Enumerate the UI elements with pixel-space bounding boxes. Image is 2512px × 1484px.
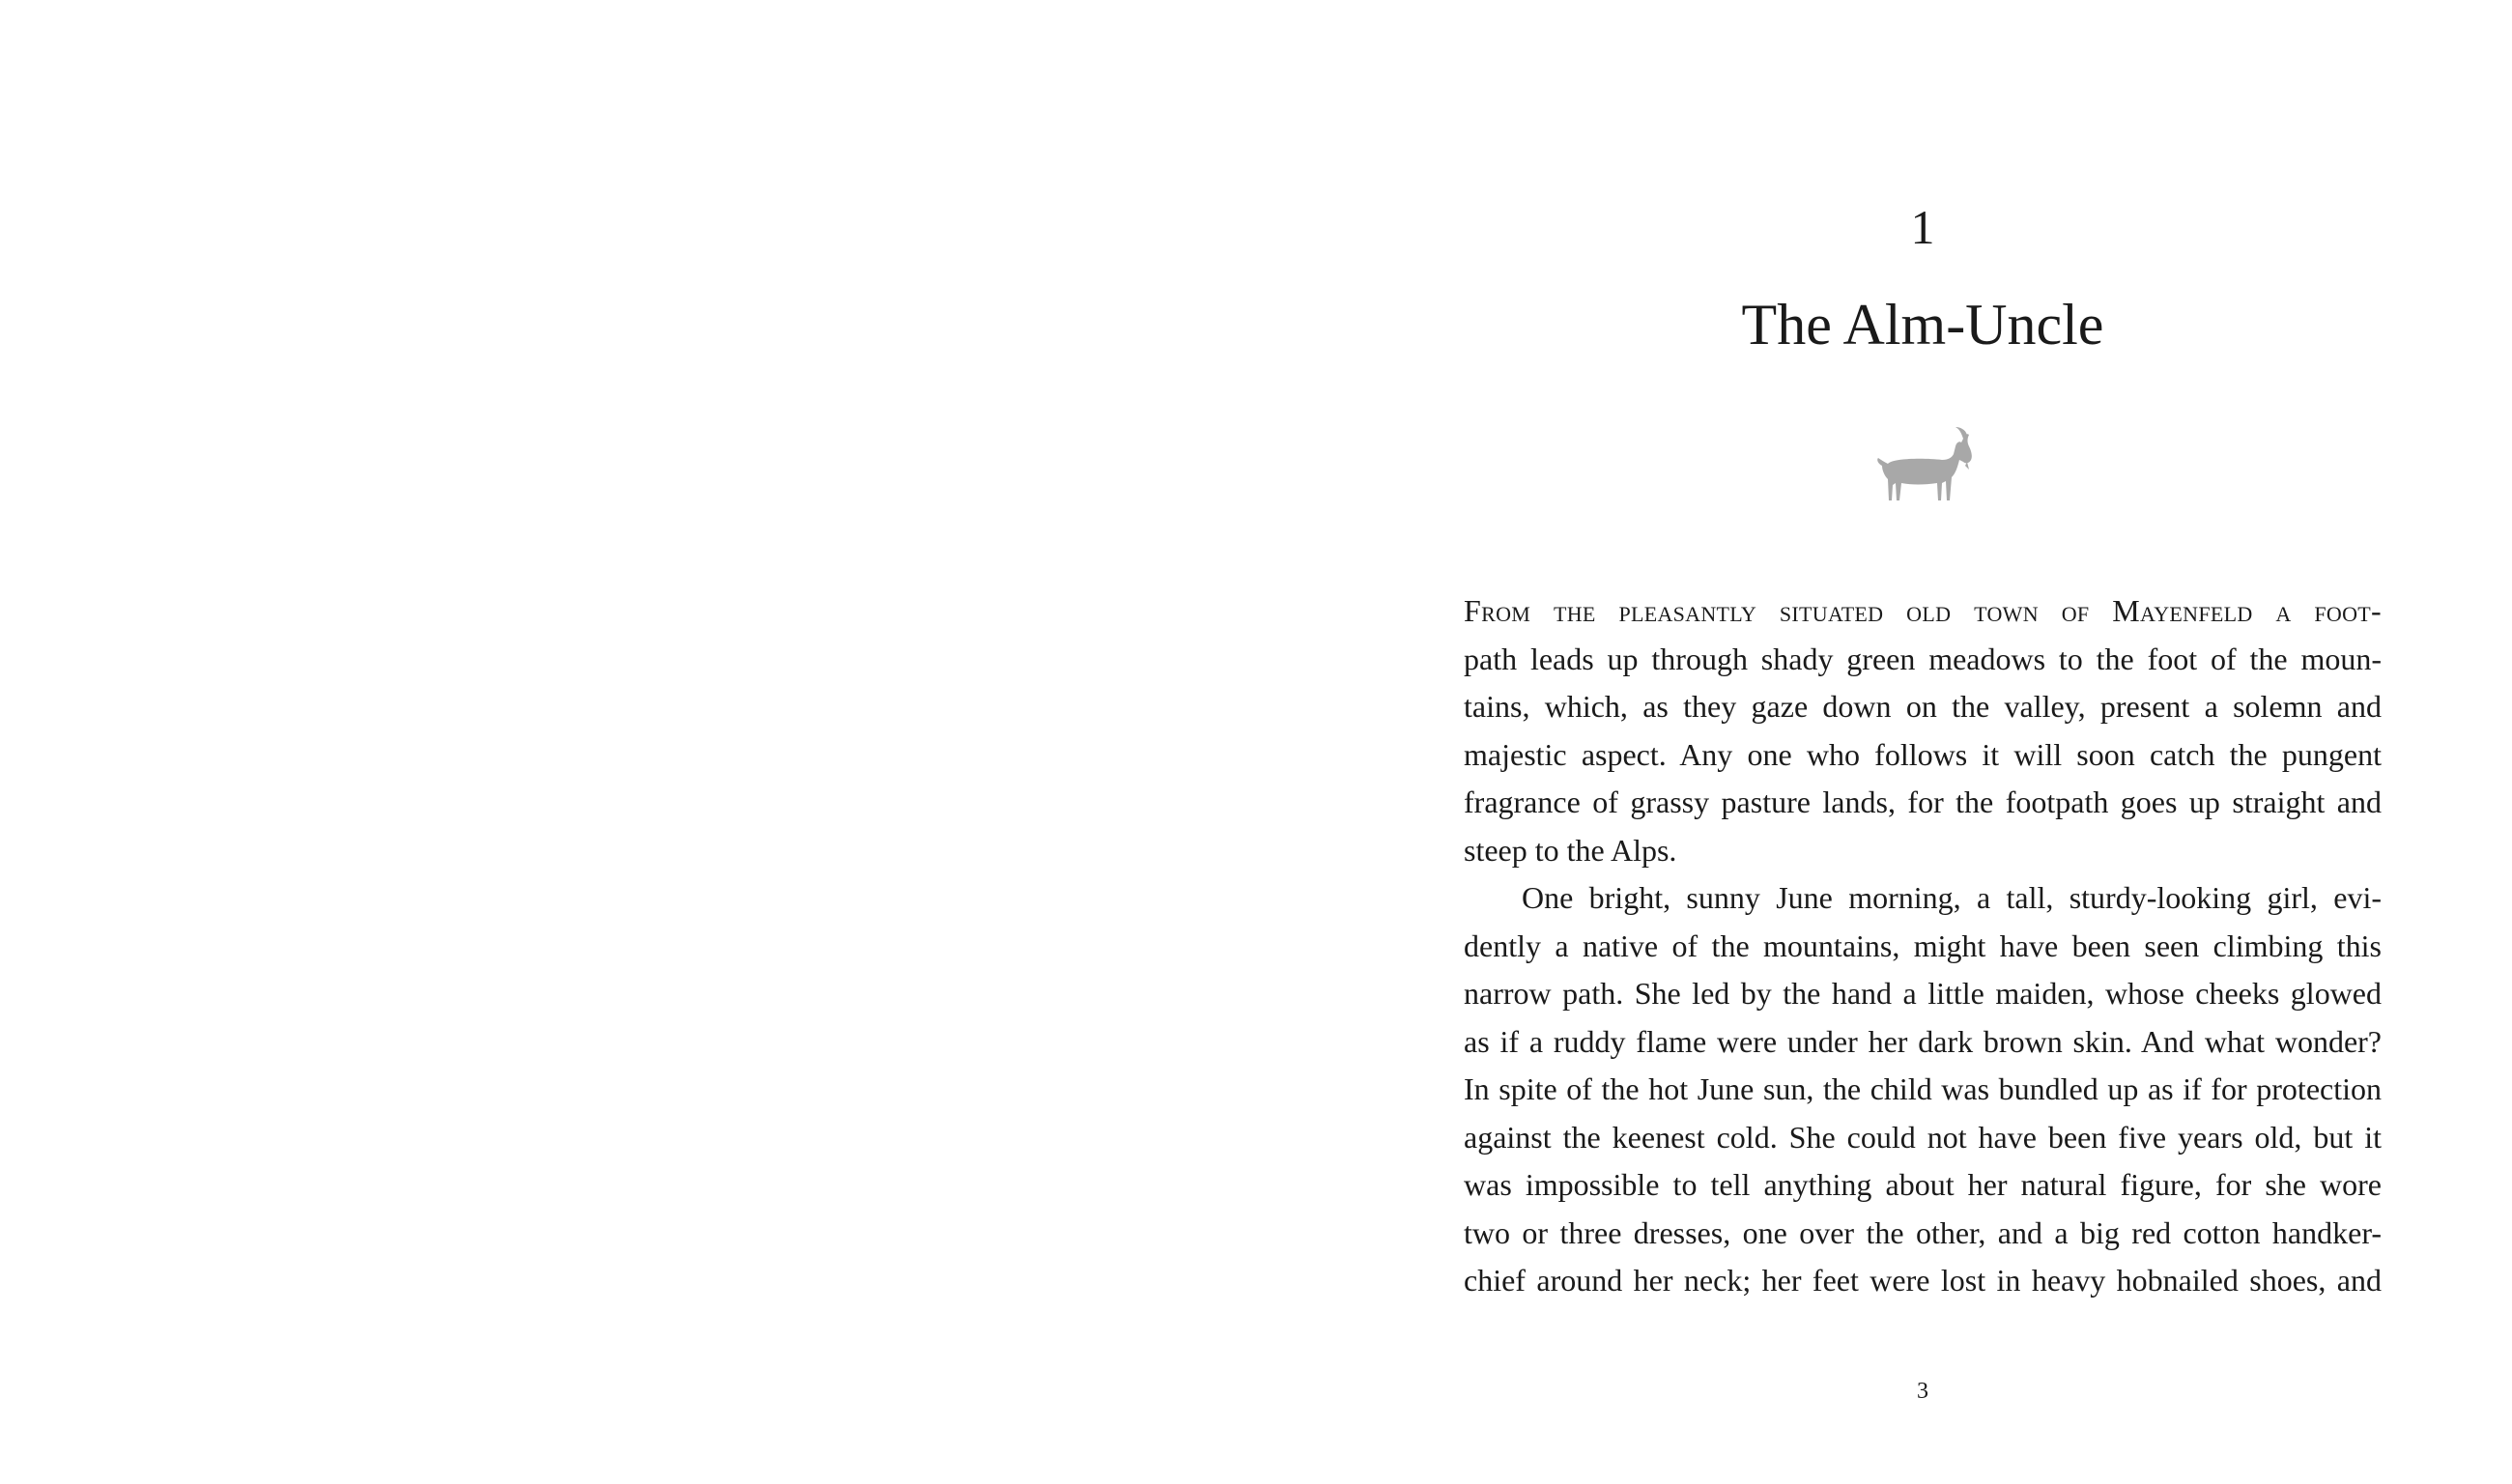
text-line: against the keenest cold. She could not have been five years old, but it	[1464, 1119, 2382, 1155]
text-line: as if a ruddy flame were under her dark brown skin. And what wonder?	[1464, 1023, 2382, 1059]
text-line: majestic aspect. Any one who follows it will soon catch the pungent	[1464, 736, 2382, 772]
text-line: two or three dresses, one over the other, and a big red cotton handker-	[1464, 1214, 2382, 1250]
text-line: tains, which, as they gaze down on the valley, present a solemn and	[1464, 689, 2382, 724]
text-line: One bright, sunny June morning, a tall, sturdy-looking girl, evi-	[1522, 880, 2382, 915]
page-number: 3	[1917, 1379, 1928, 1404]
text-line: From the pleasantly situated old town of Mayenfeld a foot-	[1464, 593, 2382, 628]
text-line: In spite of the hot June sun, the child was bundled up as if for protection	[1464, 1071, 2382, 1106]
goat-icon	[1867, 425, 1983, 522]
chapter-title: The Alm-Uncle	[1741, 293, 2104, 357]
chapter-body-text	[1464, 587, 2382, 1305]
text-line: chief around her neck; her feet were lost in heavy hobnailed shoes, and	[1464, 1263, 2382, 1298]
text-line: fragrance of grassy pasture lands, for the footpath goes up straight and	[1464, 785, 2382, 819]
text-line: was impossible to tell anything about her natural figure, for she wore	[1464, 1167, 2382, 1202]
text-line: dently a native of the mountains, might have been seen climbing this	[1464, 928, 2382, 963]
text-line: path leads up through shady green meadows to the foot of the moun-	[1464, 641, 2382, 676]
text-line: steep to the Alps.	[1464, 832, 1677, 868]
chapter-number: 1	[1910, 200, 1935, 254]
paragraph-1	[1464, 587, 2382, 874]
paragraph-2	[1464, 874, 2382, 1305]
text-line: narrow path. She led by the hand a little maiden, whose cheeks glowed	[1464, 976, 2382, 1011]
